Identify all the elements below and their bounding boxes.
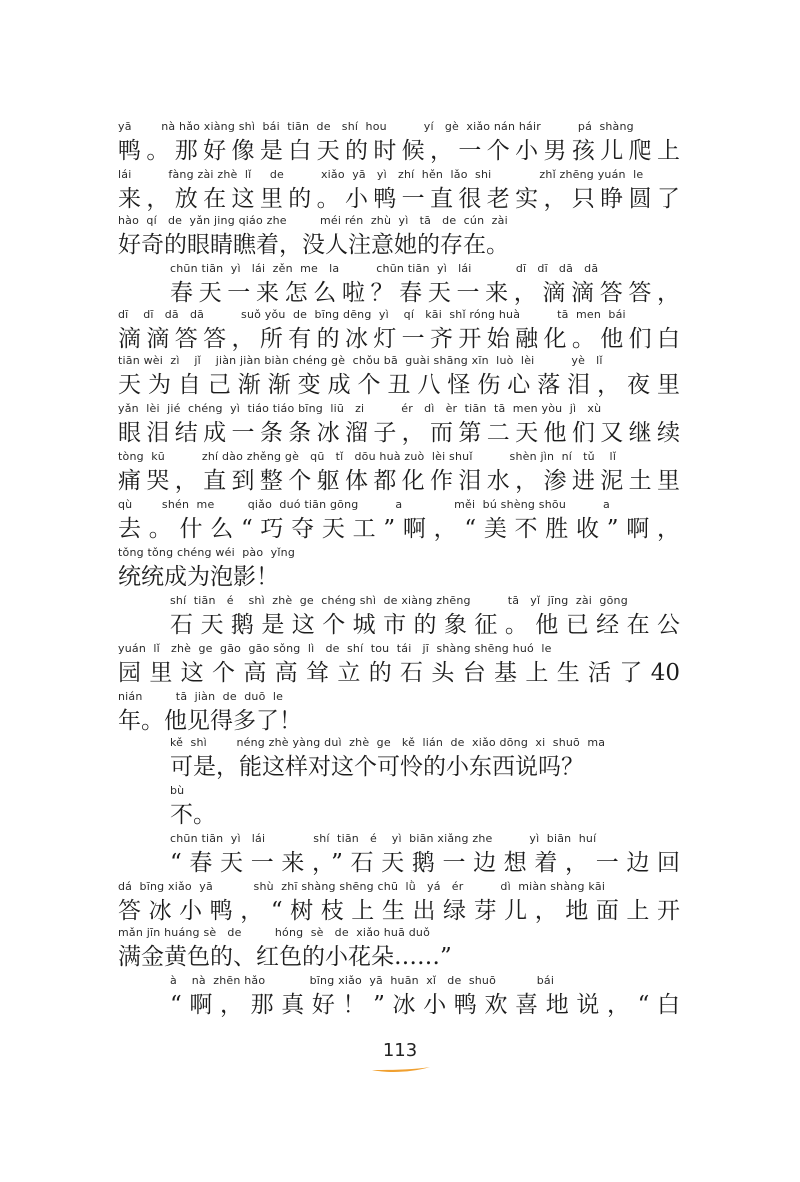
pinyin-line: dī dī dā dā suǒ yǒu de bīng dēng yì qí kāi shǐ róng huà tā men bái — [118, 308, 626, 321]
pinyin-line: chūn tiān yì lái shí tiān é yì biān xiǎng zhe yì biān huí — [170, 832, 597, 845]
hanzi-line: 石天鹅是这个城市的象征。他已经在公 — [170, 612, 680, 638]
hanzi-line: 年。他见得多了！ — [118, 708, 302, 734]
hanzi-line: 统统成为泡影！ — [118, 564, 279, 590]
pinyin-line: lái fàng zài zhè lǐ de xiǎo yā yì zhí hěn lǎo shi zhǐ zhēng yuán le — [118, 168, 644, 181]
hanzi-line: 去。什么“巧夺天工”啊，“美不胜收”啊， — [118, 516, 680, 542]
hanzi-line: 答冰小鸭，“树枝上生出绿芽儿，地面上开 — [118, 898, 680, 924]
hanzi-line: 园里这个高高耸立的石头台基上生活了40 — [118, 660, 680, 686]
hanzi-line: 好奇的眼睛瞧着，没人注意她的存在。 — [118, 232, 509, 258]
pinyin-line: tǒng tǒng chéng wéi pào yǐng — [118, 546, 296, 559]
hanzi-line: 满金黄色的、红色的小花朵……” — [118, 944, 452, 970]
pinyin-line: shí tiān é shì zhè ge chéng shì de xiàng zhēng tā yǐ jīng zài gōng — [170, 594, 628, 607]
hanzi-line: “春天一来，”石天鹅一边想着，一边回 — [170, 850, 680, 876]
pinyin-line: nián tā jiàn de duō le — [118, 690, 284, 703]
page-number-swoosh — [370, 1064, 432, 1074]
hanzi-line: “啊，那真好！”冰小鸭欢喜地说，“白 — [170, 992, 680, 1018]
hanzi-line: 来，放在这里的。小鸭一直很老实，只睁圆了 — [118, 186, 680, 212]
hanzi-line: 痛哭，直到整个躯体都化作泪水，渗进泥土里 — [118, 468, 680, 494]
hanzi-line: 不。 — [170, 802, 216, 828]
pinyin-line: hào qí de yǎn jing qiáo zhe méi rén zhù yì tā de cún zài — [118, 214, 508, 227]
pinyin-line: yuán lǐ zhè ge gāo gāo sǒng lì de shí tou tái jī shàng shēng huó le — [118, 642, 552, 655]
pinyin-line: bù — [170, 784, 185, 797]
pinyin-line: yǎn lèi jié chéng yì tiáo tiáo bīng liū zi ér dì èr tiān tā men yòu jì xù — [118, 402, 602, 415]
pinyin-line: chūn tiān yì lái zěn me la chūn tiān yì lái dī dī dā dā — [170, 262, 599, 275]
hanzi-line: 滴滴答答，所有的冰灯一齐开始融化。他们白 — [118, 326, 680, 352]
pinyin-line: tòng kū zhí dào zhěng gè qū tǐ dōu huà zuò lèi shuǐ shèn jìn ní tǔ lǐ — [118, 450, 617, 463]
hanzi-line: 春天一来怎么啦？春天一来，滴滴答答， — [170, 280, 680, 306]
hanzi-line: 可是，能这样对这个可怜的小东西说吗？ — [170, 754, 584, 780]
page-number: 113 — [382, 1040, 418, 1061]
hanzi-line: 鸭。那好像是白天的时候，一个小男孩儿爬上 — [118, 138, 680, 164]
pinyin-line: qù shén me qiǎo duó tiān gōng a měi bú shèng shōu a — [118, 498, 610, 511]
hanzi-line: 眼泪结成一条条冰溜子，而第二天他们又继续 — [118, 420, 680, 446]
pinyin-line: mǎn jīn huáng sè de hóng sè de xiǎo huā duǒ — [118, 926, 431, 939]
pinyin-line: tiān wèi zì jǐ jiàn jiàn biàn chéng gè chǒu bā guài shāng xīn luò lèi yè lǐ — [118, 354, 603, 367]
pinyin-line: yā nà hǎo xiàng shì bái tiān de shí hou yí gè xiǎo nán háir pá shàng — [118, 120, 634, 133]
pinyin-line: dá bīng xiǎo yā shù zhī shàng shēng chū lǜ yá ér dì miàn shàng kāi — [118, 880, 606, 893]
hanzi-line: 天为自己渐渐变成个丑八怪伤心落泪，夜里 — [118, 372, 680, 398]
pinyin-line: à nà zhēn hǎo bīng xiǎo yā huān xǐ de shuō bái — [170, 974, 555, 987]
pinyin-line: kě shì néng zhè yàng duì zhè ge kě lián de xiǎo dōng xi shuō ma — [170, 736, 606, 749]
